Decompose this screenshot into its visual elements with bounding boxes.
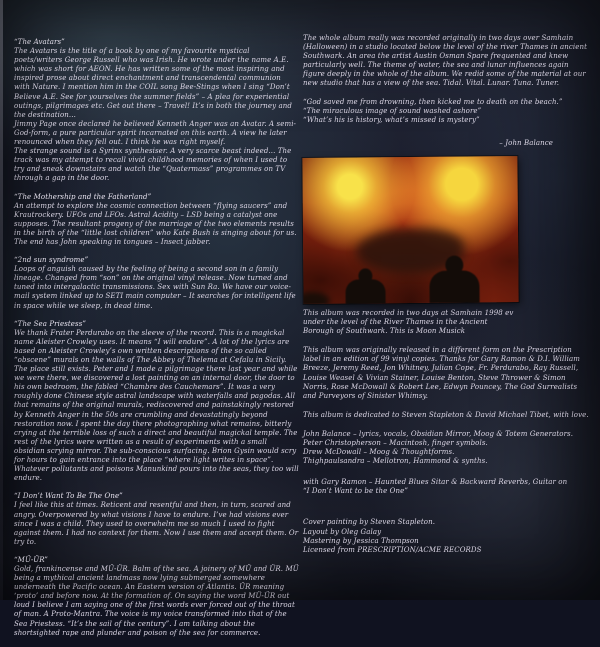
photo-caption: This album was recorded in two days at Samhain 1998 ev under the level of the River Thames in the Ancient Borough of Southwark. This is Moon Musick bbox=[303, 308, 514, 336]
liner-notes-left-column bbox=[14, 38, 299, 647]
track-note-heading: “The Avatars” bbox=[14, 38, 65, 46]
section-sea-priestess bbox=[14, 320, 299, 484]
track-note-heading: “MÜ-ÜR” bbox=[14, 555, 48, 564]
section-2nd-sun-syndrome bbox=[14, 256, 299, 311]
credit-line: Drew McDowall – Moog & Thoughtforms. bbox=[303, 448, 455, 457]
credit-line: Thighpaulsandra – Mellotron, Hammond & synths. bbox=[303, 457, 488, 466]
silhouette-torso bbox=[345, 279, 385, 304]
production-credit-line: Layout by Oleg Galay bbox=[303, 527, 382, 536]
track-note-paragraph: Jimmy Page once declared he believed Kenneth Anger was an Avatar. A semi-God-form, a pure particular spirit incarnated on this earth. A view he later renounced when they fell out. I think he was right myself. bbox=[14, 119, 297, 147]
track-note-heading: “I Don’t Want To Be The One” bbox=[14, 492, 123, 501]
silhouette-figure-left bbox=[345, 268, 385, 304]
track-note-paragraph: Loops of anguish caused by the feeling of being a second son in a family lineage. Changed from “son” on the original vinyl release. Now turned and tuned into intergalactic transmissions. Sex with Sun Ra. We have our voice-mail system linked up to SETI main computer – It searches for intelligent life in space while we sleep, in dead time. bbox=[14, 265, 296, 310]
production-credit-line: Licensed from PRESCRIPTION/ACME RECORDS bbox=[303, 545, 482, 554]
credit-line: Peter Christopherson – Macintosh, finger symbols. bbox=[303, 438, 488, 447]
production-credit-line: Cover painting by Steven Stapleton. bbox=[303, 518, 436, 527]
quote-line: “The miraculous image of sound washed ashore” bbox=[303, 106, 482, 115]
foreground-shadow-shape bbox=[302, 292, 329, 304]
quote-line: “God saved me from drowning, then kicked me to death on the beach.” bbox=[303, 97, 563, 106]
guest-credit-block bbox=[303, 478, 591, 496]
guest-credit-line: “I Don’t Want to be the One” bbox=[303, 487, 409, 496]
track-note-paragraph: I feel like this at times. Reticent and resentful and then, in turn, scared and angry. Overpowered by what visions I have to endure. I’ve had visions ever since I was a child. They used to overwhelm me so much I used to fight against them. I had no context for them. Now I use them and accept them. Or try to. bbox=[14, 501, 299, 546]
section-the-avatars bbox=[14, 38, 299, 184]
track-note-paragraph: The Avatars is the title of a book by one of my favourite mystical poets/writers George Russell who was Irish. He wrote under the name A.E. which was short for AEON. He has written some of the most inspiring and inspired prose about direct enchantment and transcendental communion with Nature. I mention him in the COIL song Bee-Stings when I sing “Don’t Believe A.E. See for yourselves the summer fields” – A plea for experiential outings, pilgrimages etc. Get out there – Travel! It’s in both the journey and the destination... bbox=[14, 47, 292, 119]
track-note-heading: “The Mothership and the Fatherland” bbox=[14, 192, 152, 201]
reissue-note-paragraph: This album was originally released in a different form on the Prescription label in an edition of 99 vinyl copies. Thanks for Gary Ramon & D.I. William Breeze, Jeremy Reed, Jon Whitney, Julian Cope, Fr. Perdurabo, Ray Russell, Louise Weasel & Vivian Stainer, Louise Benton, Steve Thrower & Simon Norris, Rose McDowall & Robert Lee, Edwyn Pouncey, The God Surrealists and Purveyors of Sinister Whimsy. bbox=[303, 346, 581, 400]
quote-line: “What’s his is history, what’s missed is mystery” bbox=[303, 115, 480, 124]
production-credit-line: Mastering by Jessica Thompson bbox=[303, 536, 419, 545]
track-note-paragraph: An attempt to explore the cosmic connection between “flying saucers” and Krautrockery. UFOs and LFOs. Astral Acidity – LSD being a catalyst one supposes. The resultant progeny of the marriage of the two elements results in the birth of the “little lost children” who Kate Bush is singing about for us. The end has John speaking in tongues – Insect jabber. bbox=[14, 201, 297, 246]
section-mothership-fatherland bbox=[14, 193, 299, 248]
credit-line: John Balance – lyrics, vocals, Obsidian Mirror, Moog & Totem Generators. bbox=[303, 429, 574, 438]
dedication-line: This album is dedicated to Steven Stapleton & David Michael Tibet, with love. bbox=[303, 410, 589, 419]
track-note-paragraph: Gold, frankincense and MÜ-ÜR. Balm of the sea. A joinery of MÜ and ÜR. MÜ being a mythical ancient landmass now lying submerged somewhere underneath the Pacific ocean. An Eastern version of Atlantis. ÜR meaning ‘proto’ and before now. At the formation of. On saying the word MÜ-ÜR out loud I believe I am saying one of the first words ever forced out of the throat of man. A Proto-Mantra. The voice is my voice transformed into that of the Sea Priestess. “It’s the sail of the century”. I am talking about the shortsighted rape and plunder and poison of the sea for commerce. bbox=[14, 564, 299, 637]
silhouette-torso bbox=[429, 270, 479, 304]
track-note-heading: “2nd sun syndrome” bbox=[14, 256, 89, 265]
fiery-clouds-photo bbox=[302, 156, 518, 304]
silhouette-figure-right bbox=[429, 255, 479, 304]
musician-credits-block bbox=[303, 430, 591, 466]
liner-notes-right-column bbox=[303, 34, 591, 555]
quotes-block bbox=[303, 98, 591, 125]
production-credits-block bbox=[303, 518, 591, 554]
recording-intro-paragraph: The whole album really was recorded originally in two days over Samhain (Halloween) in a studio located below the level of the river Thames in ancient Southwark. An area the artist Austin Osman Spare frequented and knew particularly well. The theme of water, the sea and lunar influences again figure deeply in the whole of the album. We redid some of the material at our new studio that has a view of the sea. Tidal. Vital. Lunar. Tuna. Tuner. bbox=[303, 34, 588, 88]
track-note-heading: “The Sea Priestess” bbox=[14, 319, 87, 328]
section-i-dont-want-to-be-the-one bbox=[14, 492, 299, 547]
john-balance-signature: – John Balance bbox=[499, 138, 553, 147]
track-note-paragraph: The strange sound is a Syrinx synthesiser. A very scarce beast indeed... The track was my attempt to recall vivid childhood memories of when I used to try and sneak downstairs and watch the “Quatermass” programmes on TV through a gap in the door. bbox=[14, 147, 292, 183]
guest-credit-line: with Gary Ramon – Haunted Blues Sitar & Backward Reverbs, Guitar on bbox=[303, 478, 568, 487]
track-note-paragraph: We thank Frater Perdurabo on the sleeve of the record. This is a magickal name Aleister Crowley uses. It means “I will endure”. A lot of the lyrics are based on Aleister Crowley’s own written descriptions of the so called “obscene” murals on the walls of The Abbey of Thelema at Cefalu in Sicily. The place still exists. Peter and I made a pilgrimage there last year and while we were there, we discovered a lost painting on an internal door, the door to his own bedroom, the fabled “Chambre des Cauchemars”. It was a very roughly done Chinese style astral landscape with waterfalls and pagodas. All that remains of the original murals, rediscovered and painstakingly restored by Kenneth Anger in the 50s are crumbling and devastatingly beyond restoration now. I spent the day there photographing what remains, bitterly crying at the terrible loss of such a direct and beautiful magickal temple. The rest of the lyrics were written as a result of experiments with a small obsidian scrying mirror. The sub-conscious surfacing. Brion Gysin would scry for hours to gain entrance into the place “where light writes in space”. Whatever pollutants and poisons Manunkind pours into the seas, they too will endure. bbox=[14, 328, 299, 483]
section-mu-ur bbox=[14, 556, 299, 638]
